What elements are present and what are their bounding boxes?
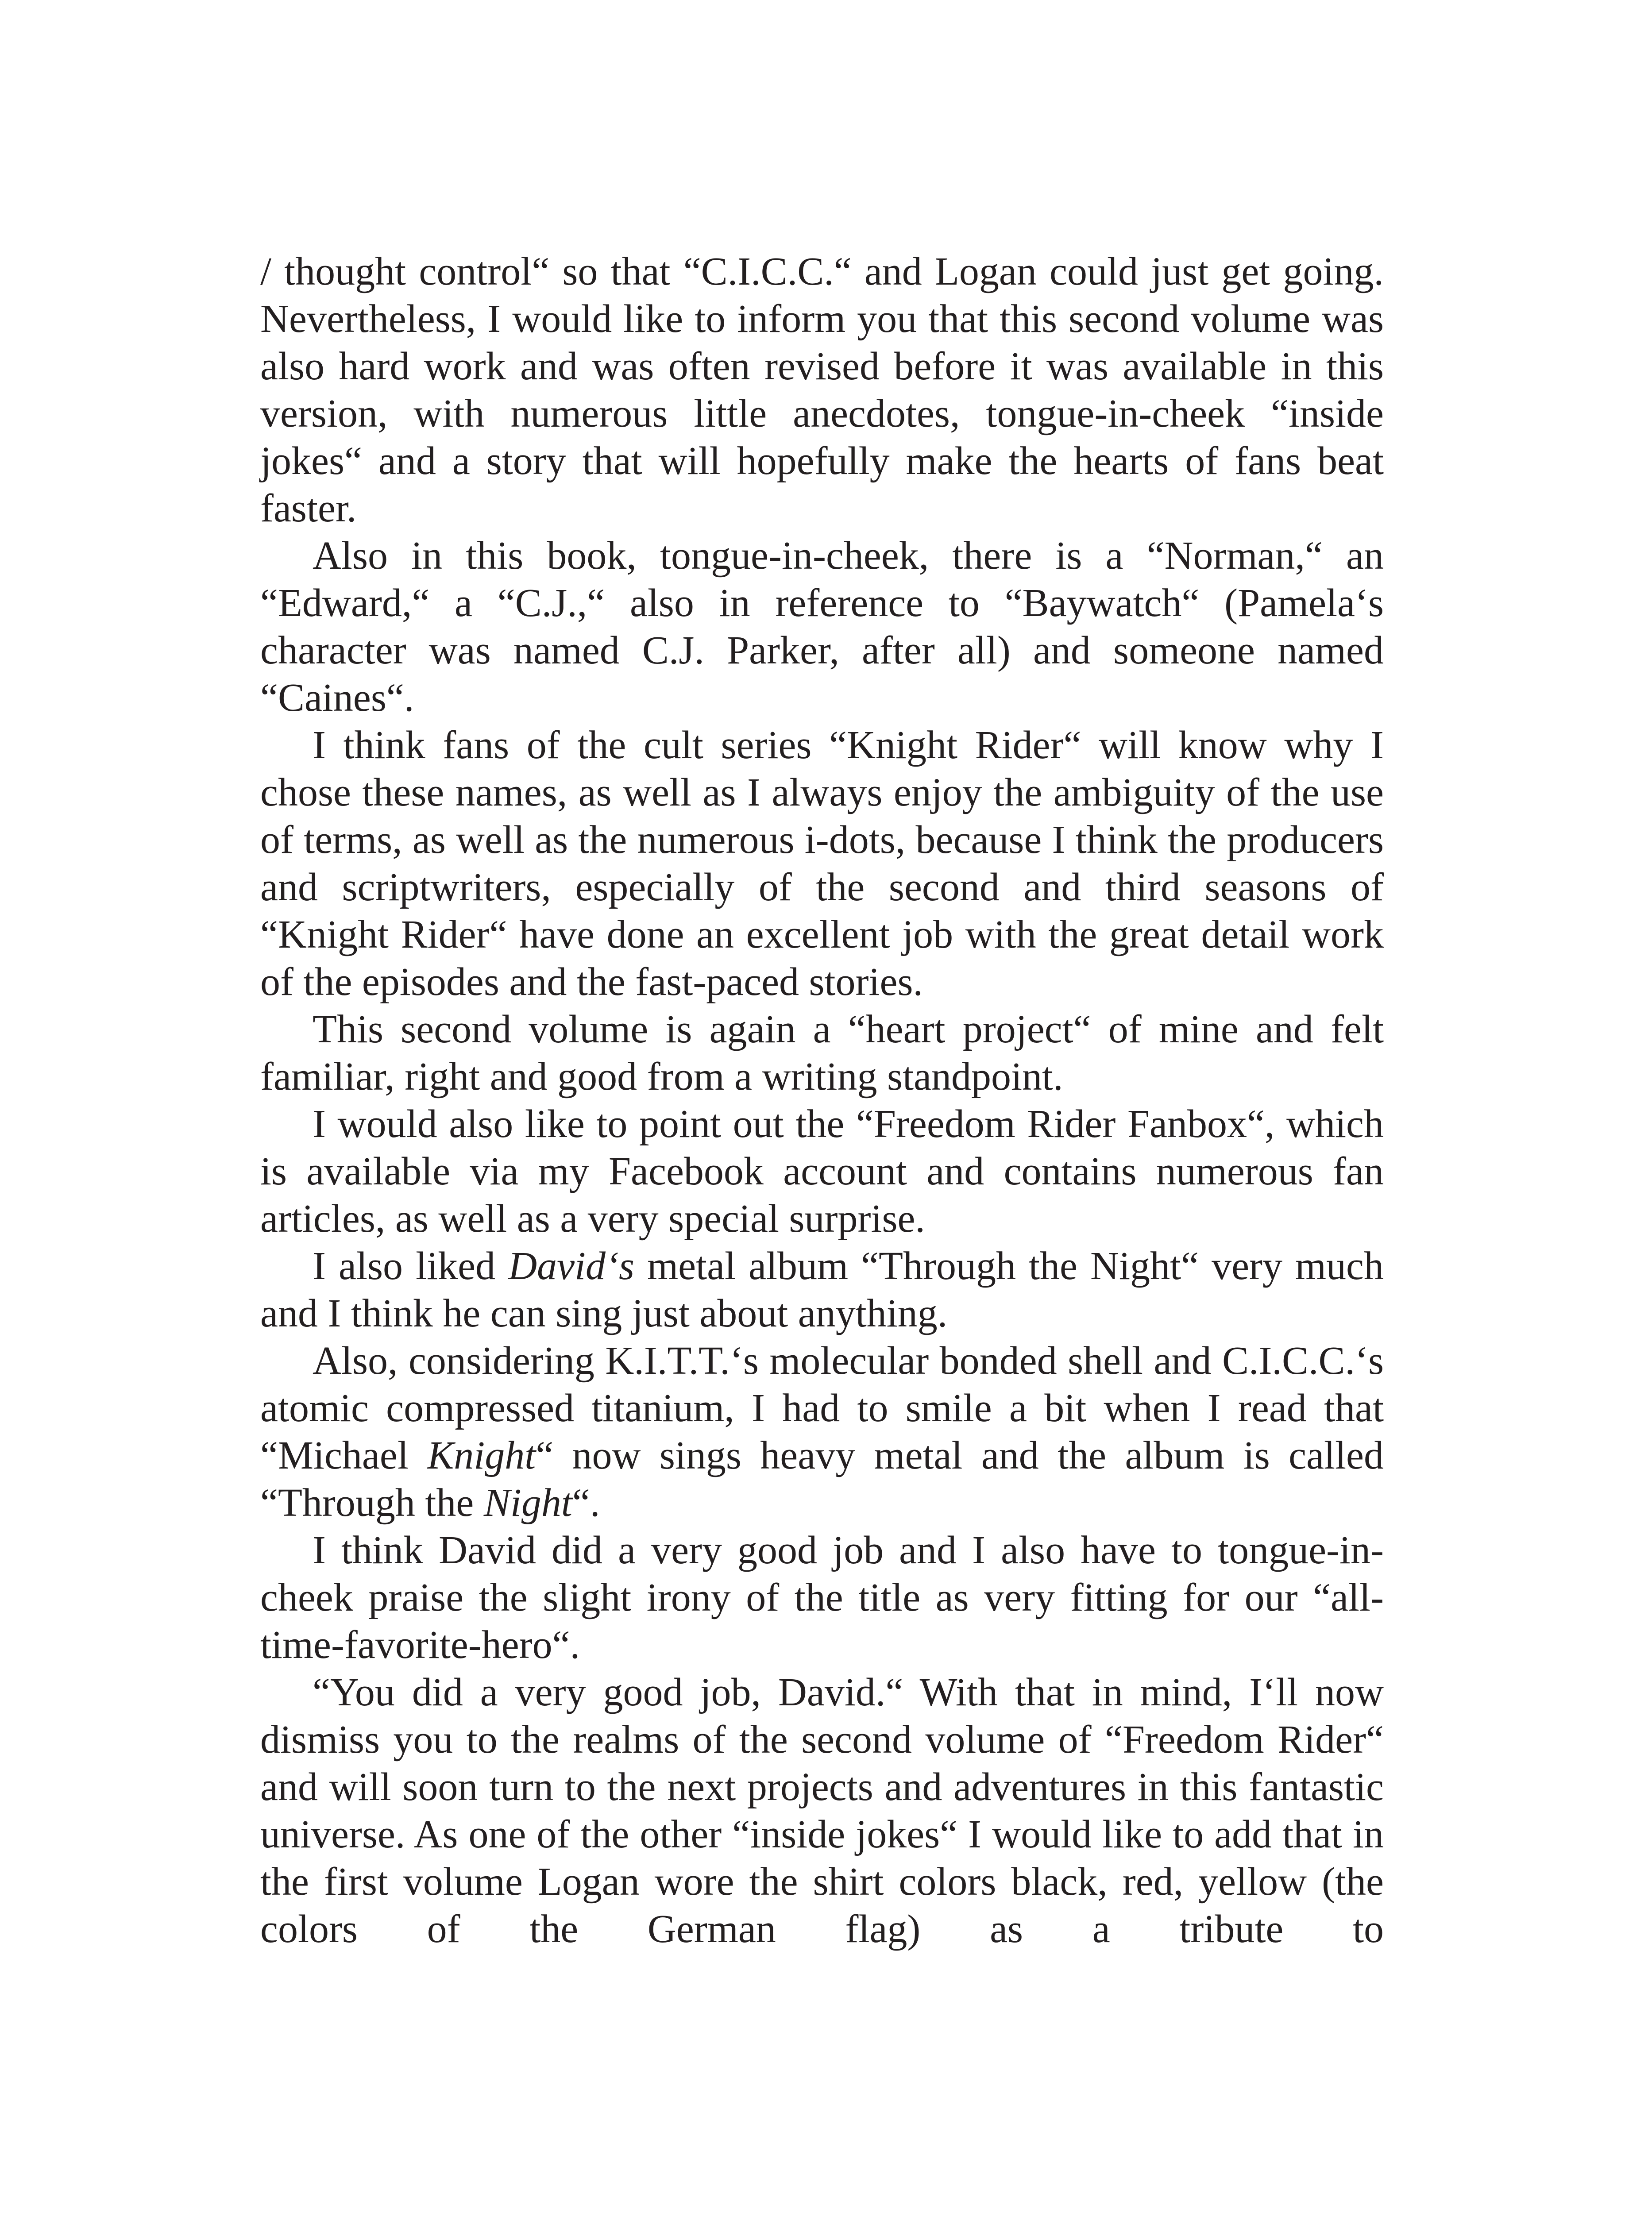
paragraph-7-text-c: “. (572, 1481, 600, 1525)
paragraph-7-text-a: Also, considering K.I.T.T.‘s molecular bonded shell and C.I.C.C.‘s atomic compressed titanium, I had to smile a bit when I read that “Michael (260, 1339, 1384, 1477)
paragraph-9 (260, 1669, 1384, 1953)
paragraph-7-italic-night: Night (483, 1481, 572, 1525)
paragraph-4 (260, 1006, 1384, 1100)
paragraph-8 (260, 1527, 1384, 1669)
paragraph-1 (260, 248, 1384, 532)
paragraph-7 (260, 1337, 1384, 1527)
paragraph-6-italic-davids: David‘s (508, 1244, 635, 1288)
paragraph-4-text: This second volume is again a “heart project“ of mine and felt familiar, right and good from a writing standpoint. (260, 1007, 1384, 1099)
paragraph-6 (260, 1242, 1384, 1337)
paragraph-7-italic-knight: Knight (427, 1434, 536, 1477)
paragraph-2-text: Also in this book, tongue-in-cheek, there is a “Norman,“ an “Edward,“ a “C.J.,“ also in reference to “Baywatch“ (Pamela‘s character was named C.J. Parker, after all) and someone named “Caines“. (260, 534, 1384, 720)
paragraph-8-text: I think David did a very good job and I also have to tongue-in-cheek praise the slight irony of the title as very fitting for our “all-time-favorite-hero“. (260, 1528, 1384, 1667)
paragraph-2 (260, 532, 1384, 721)
body-text (260, 248, 1384, 1953)
paragraph-6-text-b: metal album “Through the Night“ very much and I think he can sing just about anything. (260, 1244, 1384, 1335)
paragraph-3 (260, 721, 1384, 1006)
paragraph-1-text: / thought control“ so that “C.I.C.C.“ and Logan could just get going. Nevertheless, I would like to inform you that this second volume was also hard work and was often revised before it was available in this version, with numerous little anecdotes, tongue-in-cheek “inside jokes“ and a story that will hopefully make the hearts of fans beat faster. (260, 250, 1384, 530)
paragraph-9-text: “You did a very good job, David.“ With that in mind, I‘ll now dismiss you to the realms of the second volume of “Freedom Rider“ and will soon turn to the next projects and adventures in this fantastic universe. As one of the other “inside jokes“ I would like to add that in the first volume Logan wore the shirt colors black, red, yellow (the colors of the German flag) as a tribute to (260, 1670, 1384, 1951)
paragraph-3-text: I think fans of the cult series “Knight Rider“ will know why I chose these names, as well as I always enjoy the ambiguity of the use of terms, as well as the numerous i-dots, because I think the producers and scriptwriters, especially of the second and third seasons of “Knight Rider“ have done an excellent job with the great detail work of the episodes and the fast-paced stories. (260, 723, 1384, 1004)
paragraph-5 (260, 1100, 1384, 1242)
paragraph-7-text-b: “ now sings heavy metal and the album is called “Through the (260, 1434, 1384, 1525)
paragraph-5-text: I would also like to point out the “Freedom Rider Fanbox“, which is available via my Facebook account and contains numerous fan articles, as well as a very special surprise. (260, 1102, 1384, 1241)
paragraph-6-text-a: I also liked (313, 1244, 509, 1288)
